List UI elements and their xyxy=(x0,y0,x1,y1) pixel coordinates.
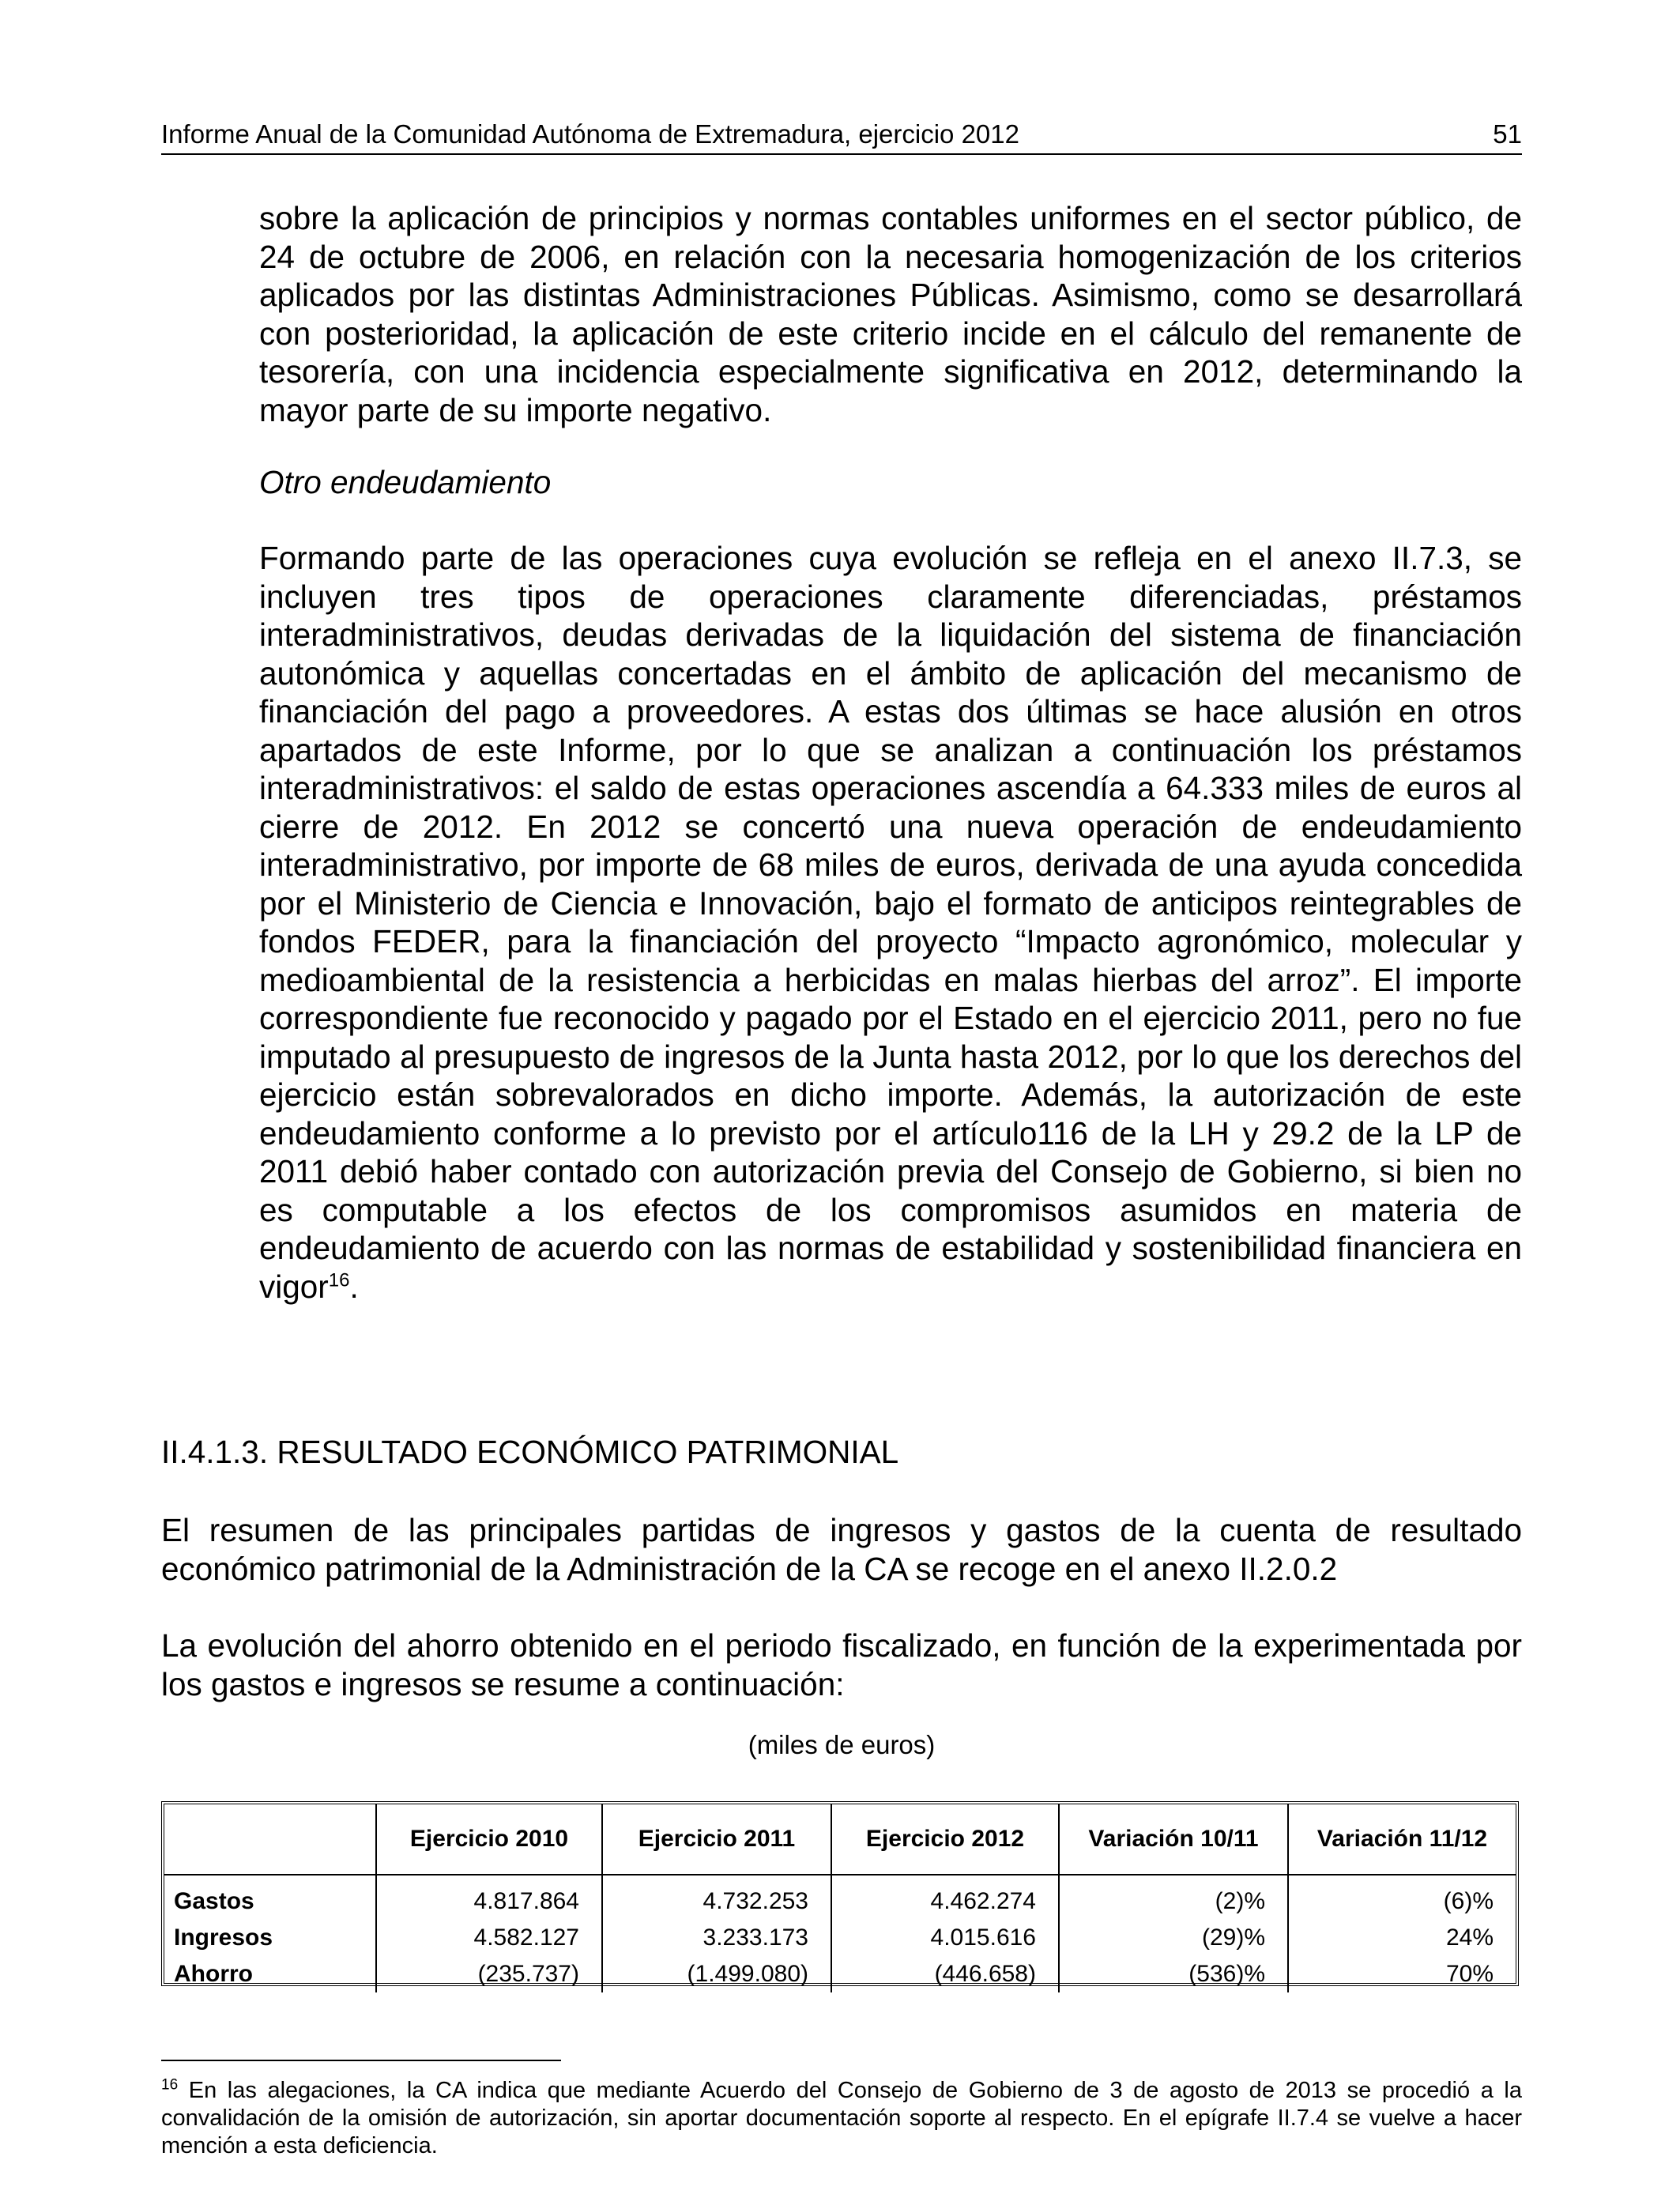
table-cell: (1.499.080) xyxy=(602,1956,831,1992)
footnote-text: En las alegaciones, la CA indica que mediante Acuerdo del Consejo de Gobierno de 3 de agosto de 2013 se procedió a la convalidación de la omisión de autorización, sin aportar documentación soporte al respecto. En el epígrafe II.7.4 se vuelve a hacer mención a esta deficiencia. xyxy=(161,2078,1522,2158)
section-heading: II.4.1.3. RESULTADO ECONÓMICO PATRIMONIAL xyxy=(161,1434,899,1470)
table-header-cell: Variación 11/12 xyxy=(1288,1804,1516,1875)
table-cell: (536)% xyxy=(1059,1956,1288,1992)
table-header-cell xyxy=(164,1804,376,1875)
footnote-reference: 16 xyxy=(328,1269,350,1291)
table-units: (miles de euros) xyxy=(748,1730,936,1759)
table-cell: 24% xyxy=(1445,1924,1494,1951)
paragraph-otro-endeudamiento xyxy=(259,539,1522,1306)
table-cell: 4.462.274 xyxy=(831,1875,1059,1920)
results-table-frame xyxy=(161,1801,1519,1986)
page-number: 51 xyxy=(1493,119,1522,149)
table-cell: Ahorro xyxy=(164,1956,376,1992)
table-cell: 4.732.253 xyxy=(602,1875,831,1920)
table-cell: 4.015.616 xyxy=(831,1920,1059,1956)
subheading-otro-endeudamiento: Otro endeudamiento xyxy=(259,464,552,500)
table-header-row xyxy=(164,1804,1516,1875)
table-row xyxy=(164,1920,1516,1956)
report-title: Informe Anual de la Comunidad Autónoma de Extremadura, ejercicio 2012 xyxy=(161,119,1019,149)
table-row xyxy=(164,1875,1516,1920)
table-cell: 4.582.127 xyxy=(376,1920,602,1956)
table-cell: Gastos xyxy=(164,1875,376,1920)
table-row xyxy=(164,1956,1516,1992)
paragraph-continuation: sobre la aplicación de principios y normas contables uniformes en el sector público, de 24 de octubre de 2006, en relación con la necesaria homogenización de los criterios aplicados por las distintas Administraciones Públicas. Asimismo, como se desarrollará con posterioridad, la aplicación de este criterio incide en el cálculo del remanente de tesorería, con una incidencia especialmente significativa en 2012, determinando la mayor parte de su importe negativo. xyxy=(259,200,1522,428)
footnote-number: 16 xyxy=(161,2076,179,2094)
table-cell: (446.658) xyxy=(831,1956,1059,1992)
footnote xyxy=(161,2077,1522,2160)
paragraph-resumen: El resumen de las principales partidas de ingresos y gastos de la cuenta de resultado económico patrimonial de la Administración de la CA se recoge en el anexo II.2.0.2 xyxy=(161,1512,1522,1587)
table-header-cell: Ejercicio 2010 xyxy=(376,1804,602,1875)
table-cell: (235.737) xyxy=(376,1956,602,1992)
table-cell: (2)% xyxy=(1059,1875,1288,1920)
table-cell: Ingresos xyxy=(164,1920,376,1956)
page-header xyxy=(161,115,1522,155)
paragraph-end-period: . xyxy=(349,1268,359,1305)
table-header-cell: Variación 10/11 xyxy=(1059,1804,1288,1875)
table-cell: (6)% xyxy=(1443,1888,1494,1914)
table-cell: (29)% xyxy=(1059,1920,1288,1956)
table-header-cell: Ejercicio 2011 xyxy=(602,1804,831,1875)
results-table xyxy=(164,1804,1516,1992)
footnote-separator xyxy=(161,2060,561,2061)
table-cell: 4.817.864 xyxy=(376,1875,602,1920)
table-cell: 3.233.173 xyxy=(602,1920,831,1956)
paragraph-otro-endeudamiento-text: Formando parte de las operaciones cuya evolución se refleja en el anexo II.7.3, se incluyen tres tipos de operaciones claramente diferenciadas, préstamos interadministrativos, deudas derivadas de la liquidación del sistema de financiación autonómica y aquellas concertadas en el ámbito de aplicación del mecanismo de financiación del pago a proveedores. A estas dos últimas se hace alusión en otros apartados de este Informe, por lo que se analizan a continuación los préstamos interadministrativos: el saldo de estas operaciones ascendía a 64.333 miles de euros al cierre de 2012. En 2012 se concertó una nueva operación de endeudamiento interadministrativo, por importe de 68 miles de euros, derivada de una ayuda concedida por el Ministerio de Ciencia e Innovación, bajo el formato de anticipos reintegrables de fondos FEDER, para la financiación del proyecto “Impacto agronómico, molecular y medioambiental de la resistencia a herbicidas en malas hierbas del arroz”. El importe correspondiente fue reconocido y pagado por el Estado en el ejercicio 2011, pero no fue imputado al presupuesto de ingresos de la Junta hasta 2012, por lo que los derechos del ejercicio están sobrevalorados en dicho importe. Además, la autorización de este endeudamiento conforme a lo previsto por el artículo116 de la LH y 29.2 de la LP de 2011 debió haber contado con autorización previa del Consejo de Gobierno, si bien no es computable a los efectos de los compromisos asumidos en materia de endeudamiento de acuerdo con las normas de estabilidad y sostenibilidad financiera en vigor xyxy=(259,540,1522,1305)
paragraph-evolucion: La evolución del ahorro obtenido en el periodo fiscalizado, en función de la experimentada por los gastos e ingresos se resume a continuación: xyxy=(161,1627,1522,1702)
table-cell: 70% xyxy=(1445,1961,1494,1987)
table-header-cell: Ejercicio 2012 xyxy=(831,1804,1059,1875)
